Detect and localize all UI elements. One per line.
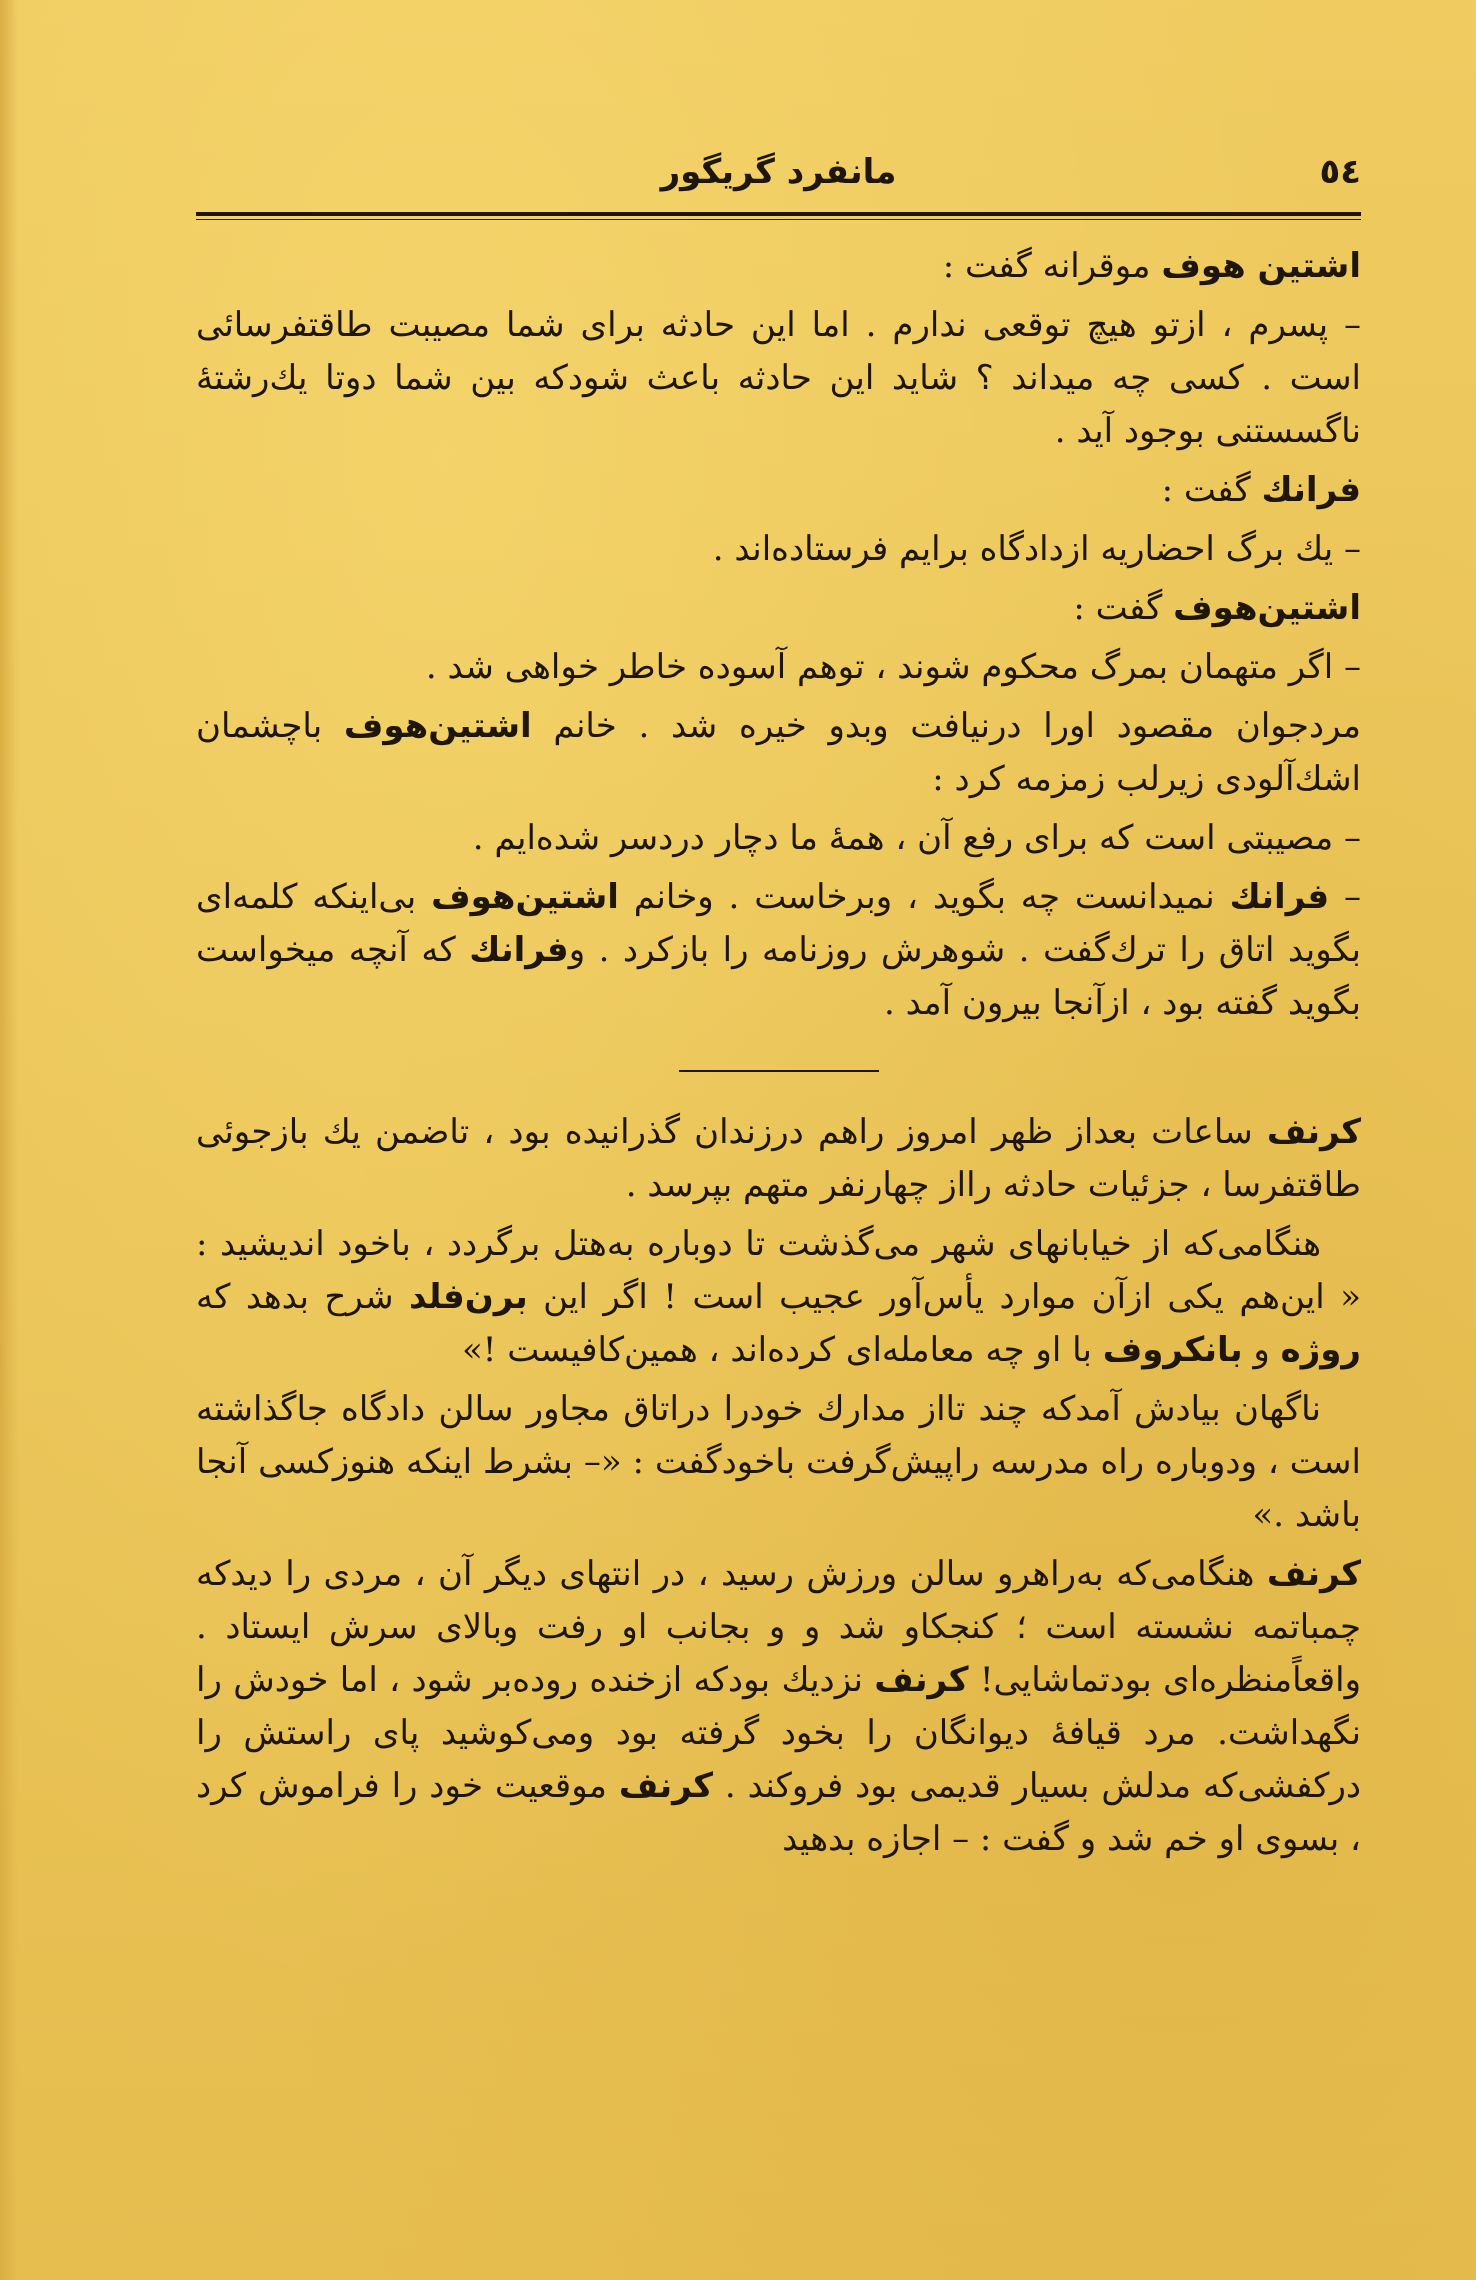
text-run: – مصیبتی است که برای رفع آن ، همهٔ ما دچار دردسر شده‌ایم . <box>472 818 1361 858</box>
paragraph <box>196 641 1361 694</box>
text-run: موقرانه گفت : <box>942 246 1162 286</box>
name-emphasis: روژه <box>1280 1330 1361 1370</box>
name-emphasis: اشتین‌هوف <box>1173 588 1361 628</box>
paragraph <box>196 464 1361 517</box>
paragraph <box>196 1218 1361 1377</box>
text-run: – یك برگ احضاریه ازدادگاه برایم فرستاده‌اند . <box>712 529 1361 569</box>
name-emphasis: كرنف <box>618 1766 714 1806</box>
header-rule <box>196 212 1361 220</box>
paragraph <box>196 582 1361 635</box>
separator-line <box>679 1070 879 1072</box>
text-run: با او چه معامله‌ای کرده‌اند ، همین‌کافیست !» <box>462 1330 1103 1370</box>
text-run: بی‌اینکه کلمه‌ای بگوید اتاق را ترك‌گفت . شوهرش روزنامه را بازکرد . و <box>196 877 1361 970</box>
text-run: نزدیك بودکه ازخنده روده‌بر شود ، اما خودش را نگهداشت. مرد قیافهٔ دیوانگان را بخود گرفته بود ومی‌کوشید پای راستش را درکفشی‌که مدلش بسیار قدیمی بود فروکند . <box>196 1660 1362 1806</box>
name-emphasis: فرانك <box>469 930 569 970</box>
paragraph <box>196 700 1361 806</box>
text-run: گفت : <box>1161 470 1262 510</box>
body-text <box>196 240 1361 1872</box>
paragraph <box>196 871 1361 1030</box>
text-run: شرح بدهد که <box>196 1277 410 1317</box>
section-separator <box>196 1036 1361 1106</box>
paragraph <box>196 1383 1361 1542</box>
name-emphasis: اشتین هوف <box>1161 246 1361 286</box>
text-run: هنگامی‌که به‌راهرو سالن ورزش رسید ، در انتهای دیگر آن ، مردی را دیدکه چمباتمه نشسته است ؛ کنجکاو شد و و بجانب او رفت وبالای سرش ایستاد . واقعاًمنظره‌ای بودتماشایی! <box>196 1554 1361 1700</box>
page-header <box>196 148 1361 208</box>
text-run: مردجوان مقصود اورا درنیافت وبدو خیره شد . خانم <box>531 706 1361 746</box>
text-run: نمیدانست چه بگوید ، وبرخاست . وخانم <box>618 877 1230 917</box>
paragraph <box>196 299 1361 458</box>
paragraph <box>196 240 1361 293</box>
text-run: موقعیت خود را فراموش کرد ، بسوی او خم شد و گفت : – اجازه بدهید <box>196 1766 1361 1859</box>
text-run: – اگر متهمان بمرگ محکوم شوند ، توهم آسوده خاطر خواهی شد . <box>425 647 1361 687</box>
paragraph <box>196 523 1361 576</box>
text-run: گفت : <box>1073 588 1174 628</box>
text-run: هنگامی‌که از خیابانهای شهر می‌گذشت تا دوباره به‌هتل برگردد ، باخود اندیشید : « این‌هم یکی ازآن موارد یأس‌آور عجیب است ! اگر این <box>196 1224 1361 1317</box>
text-run: و <box>1242 1330 1281 1370</box>
name-emphasis: كرنف <box>1266 1554 1361 1594</box>
page-number: ٥٤ <box>1319 152 1361 192</box>
name-emphasis: برن‌فلد <box>409 1277 528 1317</box>
text-run: باچشمان اشك‌آلودی زیرلب زمزمه کرد : <box>196 706 1361 799</box>
name-emphasis: بانكروف <box>1102 1330 1243 1370</box>
text-run: ساعات بعداز ظهر امروز راهم درزندان گذرانیده بود ، تاضمن یك بازجوئی طاقتفرسا ، جزئیات حادثه رااز چهارنفر متهم بپرسد . <box>196 1112 1361 1205</box>
name-emphasis: كرنف <box>1266 1112 1361 1152</box>
text-run: – <box>1329 877 1361 917</box>
name-emphasis: اشتین‌هوف <box>343 706 532 746</box>
paragraph <box>196 1548 1361 1866</box>
page-edge-shadow <box>0 0 18 2280</box>
name-emphasis: فرانك <box>1261 470 1361 510</box>
paragraph <box>196 1106 1361 1212</box>
name-emphasis: اشتین‌هوف <box>431 877 619 917</box>
running-title: مانفرد گریگور <box>660 152 897 192</box>
text-run: – پسرم ، ازتو هیچ توقعی ندارم . اما این حادثه برای شما مصیبت طاقتفرسائی است . کسی چه میداند ؟ شاید این حادثه باعث شودکه بین شما دوتا یك‌رشتهٔ ناگسستنی بوجود آید . <box>196 305 1361 451</box>
text-run: که آنچه میخواست بگوید گفته بود ، ازآنجا بیرون آمد . <box>196 930 1361 1023</box>
name-emphasis: كرنف <box>874 1660 969 1700</box>
name-emphasis: فرانك <box>1229 877 1330 917</box>
text-run: ناگهان بیادش آمدکه چند تااز مدارك خودرا دراتاق مجاور سالن دادگاه جاگذاشته است ، ودوباره راه مدرسه راپیش‌گرفت باخودگفت : «– بشرط اینکه هنوزکسی آنجا باشد .» <box>196 1389 1361 1535</box>
paragraph <box>196 812 1361 865</box>
